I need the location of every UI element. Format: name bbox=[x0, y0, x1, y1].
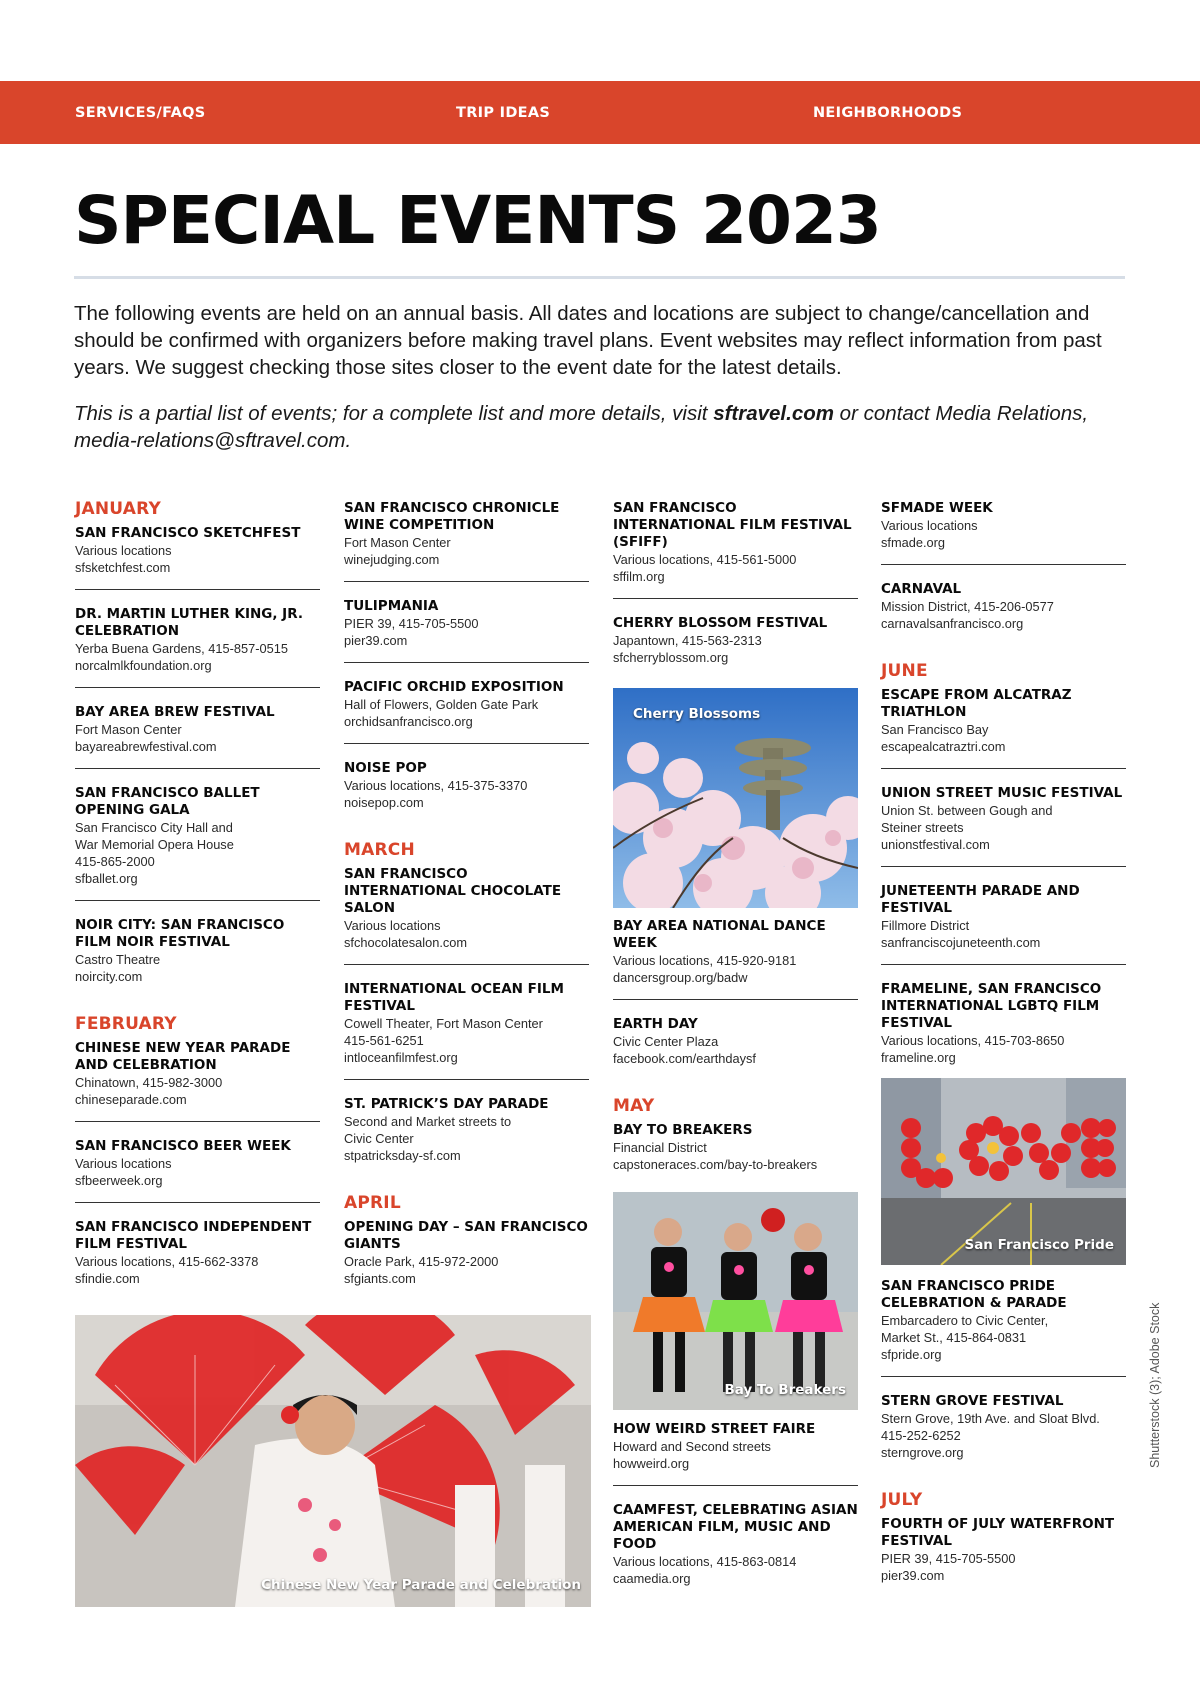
note-contact-text: or contact Media Relations, media-relations@sftravel.com. bbox=[74, 402, 1089, 452]
event-detail: Various locations bbox=[75, 1156, 172, 1171]
event-name: ESCAPE FROM ALCATRAZ TRIATHLON bbox=[881, 687, 1072, 720]
event-detail: Market St., 415-864-0831 bbox=[881, 1330, 1027, 1345]
event-how-weird-street-faire bbox=[613, 1421, 858, 1486]
event-website-link[interactable]: bayareabrewfestival.com bbox=[75, 739, 217, 754]
event-name: FOURTH OF JULY WATERFRONT FESTIVAL bbox=[881, 1516, 1115, 1549]
month-heading-february: FEBRUARY bbox=[75, 1014, 177, 1034]
event-detail: Various locations bbox=[881, 518, 978, 533]
cherry-blossoms-photo bbox=[613, 688, 858, 908]
event-union-street-music-festival bbox=[881, 785, 1126, 867]
event-name: FRAMELINE, SAN FRANCISCO INTERNATIONAL LGBTQ FILM FESTIVAL bbox=[881, 981, 1102, 1031]
event-detail: Various locations bbox=[344, 918, 441, 933]
event-detail: Fillmore District bbox=[881, 918, 970, 933]
sf-pride-caption: San Francisco Pride bbox=[964, 1237, 1114, 1253]
event-name: NOISE POP bbox=[344, 760, 427, 776]
title-divider bbox=[74, 276, 1125, 279]
sf-pride-photo bbox=[881, 1078, 1126, 1265]
event-detail: 415-561-6251 bbox=[344, 1033, 424, 1048]
event-website-link[interactable]: sfbeerweek.org bbox=[75, 1173, 163, 1188]
event-name: TULIPMANIA bbox=[344, 598, 439, 614]
events-column-4-bottom bbox=[881, 1278, 1126, 1613]
page-title: SPECIAL EVENTS 2023 bbox=[74, 182, 881, 259]
event-fourth-of-july-waterfront-festival bbox=[881, 1516, 1126, 1597]
event-escape-from-alcatraz-triathlon bbox=[881, 687, 1126, 769]
event-bay-area-brew-festival bbox=[75, 704, 320, 769]
event-website-link[interactable]: sfmade.org bbox=[881, 535, 946, 550]
event-name: BAY TO BREAKERS bbox=[613, 1122, 753, 1138]
event-website-link[interactable]: pier39.com bbox=[881, 1568, 945, 1583]
event-detail: Howard and Second streets bbox=[613, 1439, 771, 1454]
event-name: ST. PATRICK’S DAY PARADE bbox=[344, 1096, 549, 1112]
event-website-link[interactable]: stpatricksday-sf.com bbox=[344, 1148, 461, 1163]
event-name: DR. MARTIN LUTHER KING, JR. CELEBRATION bbox=[75, 606, 303, 639]
event-detail: Fort Mason Center bbox=[75, 722, 182, 737]
chinese-new-year-caption: Chinese New Year Parade and Celebration bbox=[261, 1577, 581, 1593]
chinese-new-year-photo bbox=[75, 1315, 591, 1607]
event-detail: Stern Grove, 19th Ave. and Sloat Blvd. bbox=[881, 1411, 1100, 1426]
partial-list-note bbox=[74, 400, 1144, 454]
event-detail: Various locations bbox=[75, 543, 172, 558]
event-detail: Chinatown, 415-982-3000 bbox=[75, 1075, 223, 1090]
event-detail: Second and Market streets to bbox=[344, 1114, 512, 1129]
event-san-francisco-independent-film-festival bbox=[75, 1219, 320, 1300]
sftravel-link[interactable]: sftravel.com bbox=[713, 402, 834, 425]
event-opening-day-san-francisco-giants bbox=[344, 1219, 589, 1300]
event-san-francisco-international-film-festival-sfiff bbox=[613, 500, 858, 599]
event-detail: Yerba Buena Gardens, 415-857-0515 bbox=[75, 641, 288, 656]
note-text: This is a partial list of events; for a complete list and more details, visit bbox=[74, 402, 714, 425]
event-detail: San Francisco Bay bbox=[881, 722, 989, 737]
month-heading-march: MARCH bbox=[344, 840, 415, 860]
event-detail: Union St. between Gough and bbox=[881, 803, 1053, 818]
event-detail: Mission District, 415-206-0577 bbox=[881, 599, 1054, 614]
event-website-link[interactable]: capstoneraces.com/bay-to-breakers bbox=[613, 1157, 818, 1172]
event-san-francisco-pride-celebration-parade bbox=[881, 1278, 1126, 1377]
event-san-francisco-beer-week bbox=[75, 1138, 320, 1203]
event-detail: Civic Center Plaza bbox=[613, 1034, 719, 1049]
event-website-link[interactable]: sterngrove.org bbox=[881, 1445, 964, 1460]
event-name: SAN FRANCISCO INTERNATIONAL CHOCOLATE SALON bbox=[344, 866, 562, 916]
event-name: CHINESE NEW YEAR PARADE AND CELEBRATION bbox=[75, 1040, 291, 1073]
event-international-ocean-film-festival bbox=[344, 981, 589, 1080]
event-website-link[interactable]: caamedia.org bbox=[613, 1571, 691, 1586]
event-name: BAY AREA NATIONAL DANCE WEEK bbox=[613, 918, 826, 951]
event-detail: 415-252-6252 bbox=[881, 1428, 961, 1443]
event-name: OPENING DAY – SAN FRANCISCO GIANTS bbox=[344, 1219, 588, 1252]
event-noir-city-san-francisco-film-noir-festival bbox=[75, 917, 320, 998]
event-name: BAY AREA BREW FESTIVAL bbox=[75, 704, 275, 720]
event-name: SAN FRANCISCO INTERNATIONAL FILM FESTIVAL (SFIFF) bbox=[613, 500, 852, 550]
month-heading-july: JULY bbox=[881, 1490, 923, 1510]
event-name: SAN FRANCISCO PRIDE CELEBRATION & PARADE bbox=[881, 1278, 1067, 1311]
event-detail: War Memorial Opera House bbox=[75, 837, 234, 852]
event-detail: Hall of Flowers, Golden Gate Park bbox=[344, 697, 539, 712]
event-detail: Financial District bbox=[613, 1140, 707, 1155]
event-name: NOIR CITY: SAN FRANCISCO FILM NOIR FESTIVAL bbox=[75, 917, 285, 950]
event-name: SAN FRANCISCO BALLET OPENING GALA bbox=[75, 785, 260, 818]
event-website-link[interactable]: sfchocolatesalon.com bbox=[344, 935, 468, 950]
event-san-francisco-ballet-opening-gala bbox=[75, 785, 320, 901]
event-earth-day bbox=[613, 1016, 858, 1080]
event-detail: PIER 39, 415-705-5500 bbox=[881, 1551, 1016, 1566]
event-chinese-new-year-parade-and-celebration bbox=[75, 1040, 320, 1122]
event-bay-to-breakers bbox=[613, 1122, 858, 1186]
event-website-link[interactable]: orchidsanfrancisco.org bbox=[344, 714, 473, 729]
event-website-link[interactable]: sanfranciscojuneteenth.com bbox=[881, 935, 1041, 950]
event-name: SAN FRANCISCO SKETCHFEST bbox=[75, 525, 301, 541]
event-website-link[interactable]: howweird.org bbox=[613, 1456, 690, 1471]
bay-to-breakers-image bbox=[613, 1192, 858, 1410]
event-website-link[interactable]: unionstfestival.com bbox=[881, 837, 990, 852]
event-detail: 415-865-2000 bbox=[75, 854, 155, 869]
event-website-link[interactable]: noisepop.com bbox=[344, 795, 424, 810]
event-detail: Various locations, 415-561-5000 bbox=[613, 552, 797, 567]
event-website-link[interactable]: sfballet.org bbox=[75, 871, 138, 886]
event-carnaval bbox=[881, 581, 1126, 645]
event-name: HOW WEIRD STREET FAIRE bbox=[613, 1421, 816, 1437]
event-detail: Various locations, 415-662-3378 bbox=[75, 1254, 259, 1269]
events-column-2 bbox=[344, 500, 589, 1316]
event-name: UNION STREET MUSIC FESTIVAL bbox=[881, 785, 1123, 801]
event-juneteenth-parade-and-festival bbox=[881, 883, 1126, 965]
month-heading-june: JUNE bbox=[881, 661, 928, 681]
event-website-link[interactable]: norcalmlkfoundation.org bbox=[75, 658, 212, 673]
event-bay-area-national-dance-week bbox=[613, 918, 858, 1000]
event-website-link[interactable]: facebook.com/earthdaysf bbox=[613, 1051, 756, 1066]
event-name: SAN FRANCISCO BEER WEEK bbox=[75, 1138, 291, 1154]
event-website-link[interactable]: sfindie.com bbox=[75, 1271, 140, 1286]
event-detail: Civic Center bbox=[344, 1131, 414, 1146]
month-heading-january: JANUARY bbox=[75, 499, 162, 519]
event-detail: Various locations, 415-920-9181 bbox=[613, 953, 797, 968]
event-detail: Castro Theatre bbox=[75, 952, 161, 967]
chinese-new-year-image bbox=[75, 1315, 591, 1607]
event-st-patrick-s-day-parade bbox=[344, 1096, 589, 1177]
events-column-3-top bbox=[613, 500, 858, 695]
event-frameline-san-francisco-international-lgbtq-film-festival bbox=[881, 981, 1126, 1079]
event-website-link[interactable]: escapealcatraztri.com bbox=[881, 739, 1006, 754]
events-column-4-top bbox=[881, 500, 1126, 1095]
event-name: INTERNATIONAL OCEAN FILM FESTIVAL bbox=[344, 981, 564, 1014]
event-detail: Various locations, 415-703-8650 bbox=[881, 1033, 1065, 1048]
event-tulipmania bbox=[344, 598, 589, 663]
event-name: STERN GROVE FESTIVAL bbox=[881, 1393, 1064, 1409]
event-website-link[interactable]: frameline.org bbox=[881, 1050, 956, 1065]
event-name: SAN FRANCISCO CHRONICLE WINE COMPETITION bbox=[344, 500, 560, 533]
event-name: CHERRY BLOSSOM FESTIVAL bbox=[613, 615, 828, 631]
event-website-link[interactable]: winejudging.com bbox=[344, 552, 440, 567]
event-dr-martin-luther-king-jr-celebration bbox=[75, 606, 320, 688]
event-name: SFMADE WEEK bbox=[881, 500, 993, 516]
events-column-3-middle bbox=[613, 918, 858, 1202]
event-detail: Cowell Theater, Fort Mason Center bbox=[344, 1016, 543, 1031]
event-website-link[interactable]: sfcherryblossom.org bbox=[613, 650, 729, 665]
event-noise-pop bbox=[344, 760, 589, 824]
nav-link-services-faqs[interactable]: SERVICES/FAQS bbox=[75, 105, 206, 121]
event-website-link[interactable]: sfsketchfest.com bbox=[75, 560, 171, 575]
event-name: EARTH DAY bbox=[613, 1016, 698, 1032]
event-detail: Oracle Park, 415-972-2000 bbox=[344, 1254, 499, 1269]
bay-to-breakers-photo bbox=[613, 1192, 858, 1410]
event-detail: PIER 39, 415-705-5500 bbox=[344, 616, 479, 631]
event-san-francisco-sketchfest bbox=[75, 525, 320, 590]
nav-link-trip-ideas[interactable]: TRIP IDEAS bbox=[456, 105, 551, 121]
event-website-link[interactable]: carnavalsanfrancisco.org bbox=[881, 616, 1024, 631]
event-detail: Embarcadero to Civic Center, bbox=[881, 1313, 1049, 1328]
event-cherry-blossom-festival bbox=[613, 615, 858, 679]
event-san-francisco-international-chocolate-salon bbox=[344, 866, 589, 965]
event-detail: Various locations, 415-375-3370 bbox=[344, 778, 528, 793]
event-name: CAAMFEST, CELEBRATING ASIAN AMERICAN FILM, MUSIC AND FOOD bbox=[613, 1502, 858, 1552]
event-detail: Japantown, 415-563-2313 bbox=[613, 633, 762, 648]
event-website-link[interactable]: intloceanfilmfest.org bbox=[344, 1050, 458, 1065]
nav-link-neighborhoods[interactable]: NEIGHBORHOODS bbox=[813, 105, 963, 121]
top-nav-bar bbox=[0, 81, 1200, 144]
event-name: PACIFIC ORCHID EXPOSITION bbox=[344, 679, 564, 695]
event-name: JUNETEENTH PARADE AND FESTIVAL bbox=[881, 883, 1080, 916]
photo-credit: Shutterstock (3); Adobe Stock bbox=[1148, 1302, 1162, 1468]
event-stern-grove-festival bbox=[881, 1393, 1126, 1474]
event-website-link[interactable]: pier39.com bbox=[344, 633, 408, 648]
event-san-francisco-chronicle-wine-competition bbox=[344, 500, 589, 582]
month-heading-april: APRIL bbox=[344, 1193, 401, 1213]
month-heading-may: MAY bbox=[613, 1096, 655, 1116]
bay-to-breakers-caption: Bay To Breakers bbox=[724, 1382, 846, 1398]
event-name: SAN FRANCISCO INDEPENDENT FILM FESTIVAL bbox=[75, 1219, 312, 1252]
event-website-link[interactable]: sfpride.org bbox=[881, 1347, 942, 1362]
cherry-blossoms-caption: Cherry Blossoms bbox=[633, 706, 761, 722]
event-name: CARNAVAL bbox=[881, 581, 962, 597]
event-sfmade-week bbox=[881, 500, 1126, 565]
event-detail: Fort Mason Center bbox=[344, 535, 451, 550]
event-website-link[interactable]: chineseparade.com bbox=[75, 1092, 187, 1107]
event-detail: Steiner streets bbox=[881, 820, 964, 835]
event-website-link[interactable]: sfgiants.com bbox=[344, 1271, 416, 1286]
event-website-link[interactable]: noircity.com bbox=[75, 969, 143, 984]
event-website-link[interactable]: dancersgroup.org/badw bbox=[613, 970, 748, 985]
events-column-1 bbox=[75, 493, 320, 1316]
intro-paragraph: The following events are held on an annual basis. All dates and locations are subject to change/cancellation and should be confirmed with organizers before making travel plans. Event websites may reflect information from past years. We suggest checking those sites closer to the event date for the latest details. bbox=[74, 302, 1102, 379]
event-detail: San Francisco City Hall and bbox=[75, 820, 233, 835]
event-pacific-orchid-exposition bbox=[344, 679, 589, 744]
event-website-link[interactable]: sffilm.org bbox=[613, 569, 665, 584]
event-caamfest-celebrating-asian-american-film-music-and-food bbox=[613, 1502, 858, 1600]
event-detail: Various locations, 415-863-0814 bbox=[613, 1554, 797, 1569]
events-column-3-bottom bbox=[613, 1421, 858, 1616]
